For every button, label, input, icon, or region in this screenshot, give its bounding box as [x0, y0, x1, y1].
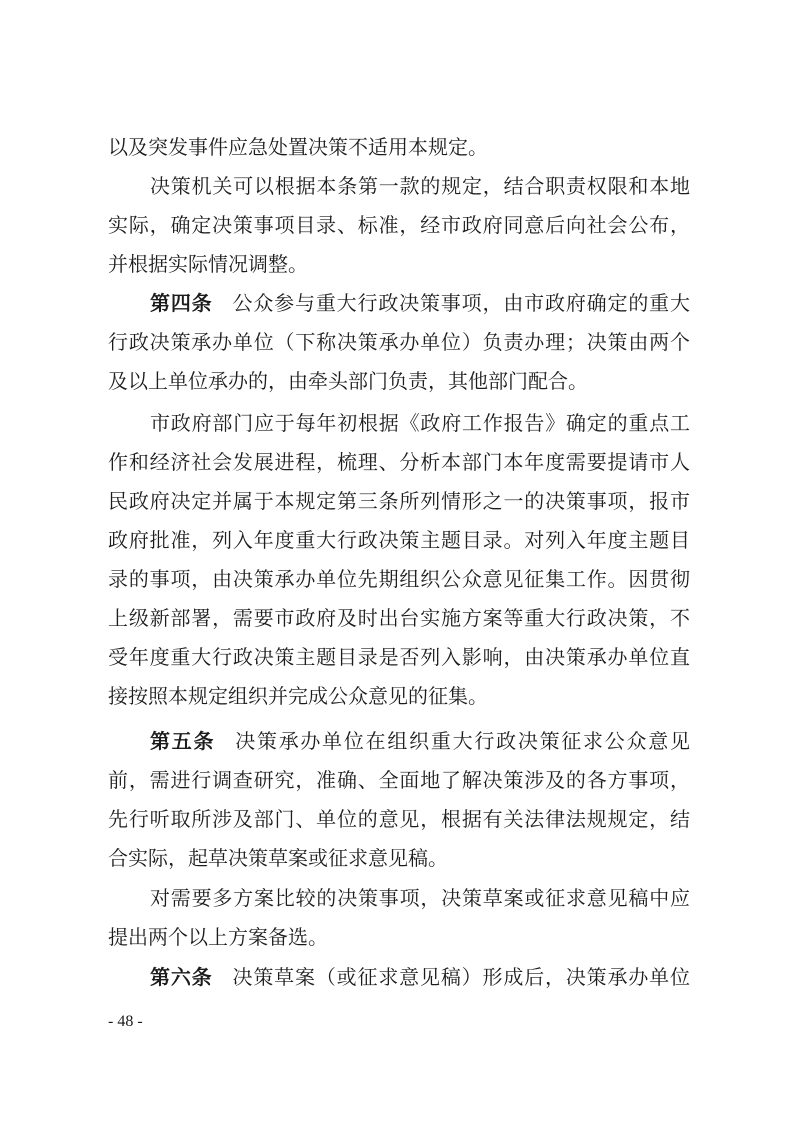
paragraph-line: 对需要多方案比较的决策事项，决策草案或征求意见稿中应 — [150, 888, 690, 910]
paragraph-line: 录的事项，由决策承办单位先期组织公众意见征集工作。因贯彻 — [108, 569, 690, 591]
paragraph-line: 决策机关可以根据本条第一款的规定，结合职责权限和本地 — [150, 176, 690, 198]
article-6-first-line — [108, 963, 690, 993]
article-4-first-line — [108, 289, 690, 319]
article-heading: 第四条 — [150, 293, 213, 315]
paragraph-line: 前，需进行调查研究，准确、全面地了解决策涉及的各方事项， — [108, 770, 690, 792]
paragraph-line: 提出两个以上方案备选。 — [108, 927, 328, 949]
article-heading: 第五条 — [150, 731, 216, 753]
paragraph-line: 先行听取所涉及部门、单位的意见，根据有关法律法规规定，结 — [108, 809, 690, 831]
paragraph-line: 民政府决定并属于本规定第三条所列情形之一的决策事项，报市 — [108, 491, 690, 513]
paragraph-line: 实际，确定决策事项目录、标准，经市政府同意后向社会公布， — [108, 215, 690, 237]
paragraph-line: 受年度重大行政决策主题目录是否列入影响，由决策承办单位直 — [108, 647, 690, 669]
paragraph-line: 上级新部署，需要市政府及时出台实施方案等重大行政决策，不 — [108, 608, 690, 630]
paragraph-line: 政府批准，列入年度重大行政决策主题目录。对列入年度主题目 — [108, 530, 690, 552]
page-number: - 48 - — [108, 1013, 143, 1030]
paragraph-line: 并根据实际情况调整。 — [108, 254, 308, 276]
paragraph-line: 以及突发事件应急处置决策不适用本规定。 — [108, 137, 488, 159]
paragraph-line: 行政决策承办单位（下称决策承办单位）负责办理；决策由两个 — [108, 332, 690, 354]
paragraph-line-text: 决策草案（或征求意见稿）形成后，决策承办单位 — [232, 967, 690, 989]
article-5-first-line — [108, 727, 690, 757]
paragraph-line: 合实际，起草决策草案或征求意见稿。 — [108, 848, 448, 870]
paragraph-line: 接按照本规定组织并完成公众意见的征集。 — [108, 686, 488, 708]
paragraph-line-text: 决策承办单位在组织重大行政决策征求公众意见 — [235, 731, 691, 753]
paragraph-line: 及以上单位承办的，由牵头部门负责，其他部门配合。 — [108, 371, 588, 393]
paragraph-line: 作和经济社会发展进程，梳理、分析本部门本年度需要提请市人 — [108, 452, 690, 474]
paragraph-line-text: 公众参与重大行政决策事项，由市政府确定的重大 — [232, 293, 690, 315]
paragraph-line: 市政府部门应于每年初根据《政府工作报告》确定的重点工 — [150, 413, 690, 435]
article-heading: 第六条 — [150, 967, 213, 989]
